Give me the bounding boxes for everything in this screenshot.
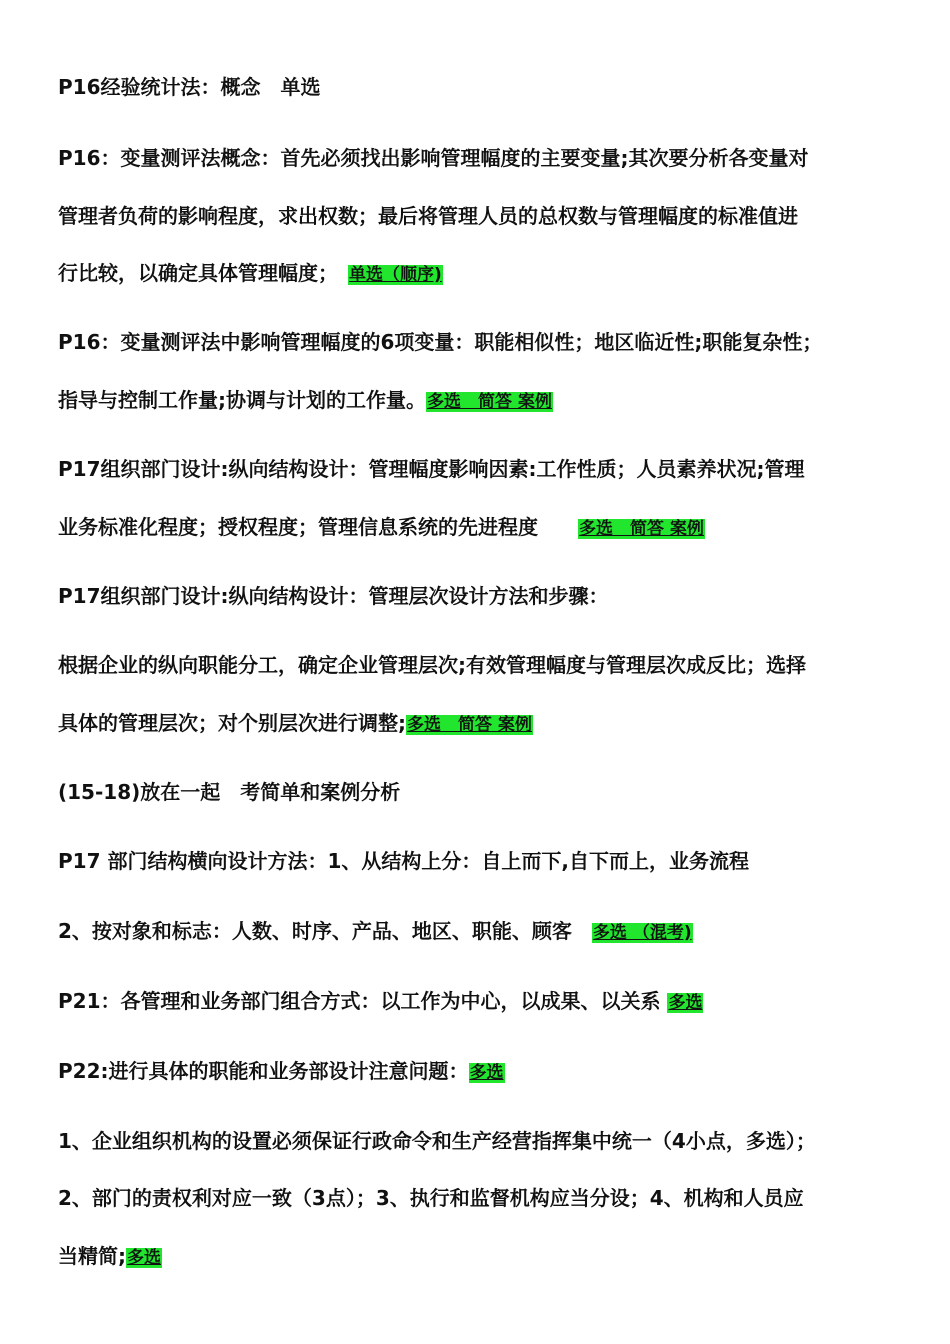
text-line — [58, 1185, 804, 1211]
text-line — [58, 710, 533, 738]
tag-badge: 多选 简答 案例 — [427, 392, 552, 412]
line-text: 当精简; — [58, 1244, 126, 1268]
line-text: P17组织部门设计:纵向结构设计：管理层次设计方法和步骤： — [58, 584, 609, 608]
line-text: P17 部门结构横向设计方法：1、从结构上分：自上而下,自下而上，业务流程 — [58, 849, 749, 873]
line-text: P17组织部门设计:纵向结构设计：管理幅度影响因素:工作性质；人员素养状况;管理 — [58, 457, 805, 481]
line-text: 2、按对象和标志：人数、时序、产品、地区、职能、顾客 — [58, 919, 592, 943]
line-text: 具体的管理层次；对个别层次进行调整; — [58, 711, 406, 735]
text-line — [58, 145, 809, 171]
text-line — [58, 848, 749, 874]
line-text: 根据企业的纵向职能分工，确定企业管理层次;有效管理幅度与管理层次成反比；选择 — [58, 653, 806, 677]
tag-badge: 多选 简答 案例 — [407, 715, 532, 735]
line-text: 指导与控制工作量;协调与计划的工作量。 — [58, 388, 426, 412]
line-text: 业务标准化程度；授权程度；管理信息系统的先进程度 — [58, 515, 578, 539]
line-text: (15-18)放在一起 考简单和案例分析 — [58, 780, 401, 804]
tag-badge: 多选 — [127, 1248, 161, 1268]
tag-badge: 多选 （混考) — [592, 923, 692, 943]
tag-badge: 多选 — [668, 993, 703, 1013]
tag-badge: 多选 简答 案例 — [579, 519, 704, 539]
text-line — [58, 514, 705, 542]
text-line — [58, 1058, 505, 1086]
text-line — [58, 387, 553, 415]
tag-badge: 单选（顺序) — [349, 265, 442, 285]
text-line — [58, 1128, 816, 1154]
line-text: 行比较，以确定具体管理幅度； — [58, 261, 348, 285]
text-line — [58, 988, 703, 1016]
line-text: P16：变量测评法中影响管理幅度的6项变量：职能相似性；地区临近性;职能复杂性； — [58, 330, 823, 354]
text-line — [58, 74, 321, 100]
line-text: 1、企业组织机构的设置必须保证行政命令和生产经营指挥集中统一（4小点，多选）； — [58, 1129, 816, 1153]
line-text: P16经验统计法：概念 单选 — [58, 75, 321, 99]
text-line — [58, 456, 804, 482]
text-line — [58, 329, 822, 355]
text-line — [58, 583, 609, 609]
line-text: P21：各管理和业务部门组合方式：以工作为中心，以成果、以关系 — [58, 989, 668, 1013]
text-line — [58, 918, 693, 946]
text-line — [58, 652, 806, 678]
text-line — [58, 779, 400, 805]
tag-badge: 多选 — [469, 1063, 504, 1083]
line-text: P16：变量测评法概念：首先必须找出影响管理幅度的主要变量;其次要分析各变量对 — [58, 146, 809, 170]
line-text: P22:进行具体的职能和业务部设计注意问题： — [58, 1059, 469, 1083]
line-text: 管理者负荷的影响程度，求出权数；最后将管理人员的总权数与管理幅度的标准值进 — [58, 204, 798, 228]
text-line — [58, 203, 798, 229]
text-line — [58, 260, 443, 288]
line-text: 2、部门的责权利对应一致（3点）；3、执行和监督机构应当分设；4、机构和人员应 — [58, 1186, 804, 1210]
text-line — [58, 1243, 162, 1271]
